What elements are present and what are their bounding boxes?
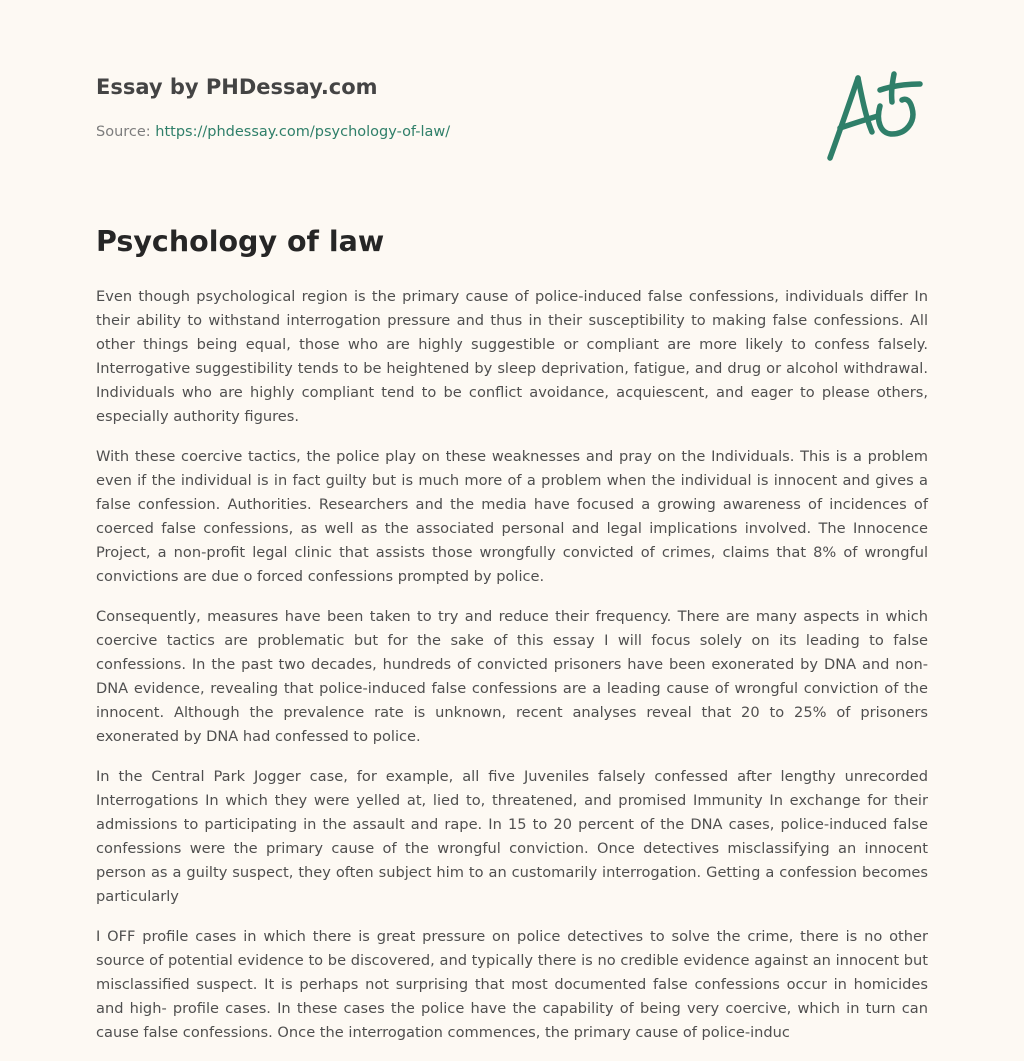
essay-paragraph: I OFF profile cases in which there is great pressure on police detectives to solve the crime, there is no other source of potential evidence to be discovered, and typically there is no credible evidence against an innocent but misclassified suspect. It is perhaps not surprising that most documented false confessions occur in homicides and high- profile cases. In these cases the police have the capability of being very coercive, which in turn can cause false confessions. Once the interrogation commences, the primary cause of police-induc <box>96 928 928 1041</box>
essay-title: Psychology of law <box>96 225 385 258</box>
source-line <box>96 124 450 140</box>
source-label: Source: <box>96 124 156 140</box>
essay-paragraph: Even though psychological region is the primary cause of police-induced false confessions, individuals differ In their ability to withstand interrogation pressure and thus in their susceptibility to making false confessions. All other things being equal, those who are highly suggestible or compliant are more likely to confess falsely. Interrogative suggestibility tends to be heightened by sleep deprivation, fatigue, and drug or alcohol withdrawal. Individuals who are highly compliant tend to be conflict avoidance, acquiescent, and eager to please others, especially authority figures. <box>96 288 928 425</box>
essay-paragraph: In the Central Park Jogger case, for example, all five Juveniles falsely confessed after lengthy unrecorded Interrogations In which they were yelled at, lied to, threatened, and promised Immunity In exchange for their admissions to participating in the assault and rape. In 15 to 20 percent of the DNA cases, police-induced false confessions were the primary cause of the wrongful conviction. Once detectives misclassifying an innocent person as a guilty suspect, they often subject him to an customarily interrogation. Getting a confession becomes particularly <box>96 768 928 905</box>
source-link[interactable]: https://phdessay.com/psychology-of-law/ <box>155 124 451 140</box>
site-brand: Essay by PHDessay.com <box>96 75 378 99</box>
essay-paragraph: Consequently, measures have been taken to try and reduce their frequency. There are many aspects in which coercive tactics are problematic but for the sake of this essay I will focus solely on its leading to false confessions. In the past two decades, hundreds of convicted prisoners have been exonerated by DNA and non-DNA evidence, revealing that police-induced false confessions are a leading cause of wrongful conviction of the innocent. Although the prevalence rate is unknown, recent analyses reveal that 20 to 25% of prisoners exonerated by DNA had confessed to police. <box>96 608 928 745</box>
essay-body <box>96 285 928 1061</box>
a-plus-strokes <box>830 74 920 158</box>
essay-paragraph: With these coercive tactics, the police play on these weaknesses and pray on the Individuals. This is a problem even if the individual is in fact guilty but is much more of a problem when the individual is innocent and gives a false confession. Authorities. Researchers and the media have focused a growing awareness of incidences of coerced false confessions, as well as the associated personal and legal implications involved. The Innocence Project, a non-profit legal clinic that assists those wrongfully convicted of crimes, claims that 8% of wrongful convictions are due o forced confessions prompted by police. <box>96 448 928 585</box>
a-plus-grade-icon <box>822 70 926 164</box>
